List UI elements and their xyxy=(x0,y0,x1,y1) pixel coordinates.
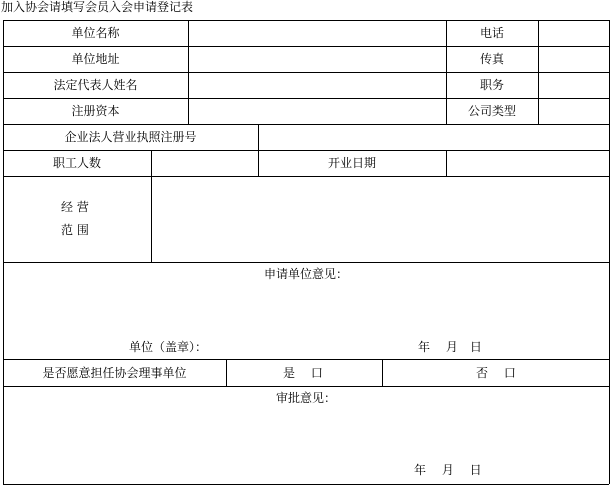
input-applicant-opinion[interactable] xyxy=(4,283,609,333)
rule xyxy=(3,262,609,263)
input-opening-date[interactable] xyxy=(447,151,609,176)
input-company-type[interactable] xyxy=(539,99,609,124)
input-employees[interactable] xyxy=(152,151,258,176)
rule xyxy=(609,20,610,484)
rule xyxy=(382,359,383,386)
label-opening-date: 开业日期 xyxy=(327,156,376,170)
label-application-date: 年 月 日 xyxy=(418,340,482,354)
option-council-no[interactable]: 否 口 xyxy=(476,366,516,380)
input-unit-name[interactable] xyxy=(189,21,446,46)
label-applicant-opinion: 申请单位意见： xyxy=(263,267,348,281)
label-company-type: 公司类型 xyxy=(467,104,516,118)
input-fax[interactable] xyxy=(539,47,609,72)
label-employees: 职工人数 xyxy=(52,156,101,170)
label-phone: 电话 xyxy=(479,26,504,40)
input-registered-capital[interactable] xyxy=(189,99,446,124)
label-business-scope-2: 范 围 xyxy=(61,223,89,237)
label-business-scope-1: 经 营 xyxy=(61,200,89,214)
option-council-yes[interactable]: 是 口 xyxy=(283,366,323,380)
input-approval-opinion[interactable] xyxy=(4,408,609,458)
rule xyxy=(226,359,227,386)
label-legal-rep: 法定代表人姓名 xyxy=(53,78,138,92)
label-approval-date: 年 月 日 xyxy=(414,463,482,477)
input-license-no[interactable] xyxy=(259,125,609,150)
input-business-scope[interactable] xyxy=(152,177,609,262)
label-unit-address: 单位地址 xyxy=(71,52,120,66)
input-legal-rep[interactable] xyxy=(189,73,446,98)
label-registered-capital: 注册资本 xyxy=(71,104,120,118)
label-unit-name: 单位名称 xyxy=(71,26,120,40)
rule xyxy=(3,484,609,485)
rule xyxy=(3,386,609,387)
label-license-no: 企业法人营业执照注册号 xyxy=(64,130,197,144)
label-council-question: 是否愿意担任协会理事单位 xyxy=(42,366,187,380)
label-fax: 传真 xyxy=(479,52,504,66)
input-unit-address[interactable] xyxy=(189,47,446,72)
rule xyxy=(3,359,609,360)
label-position: 职务 xyxy=(479,78,504,92)
label-unit-seal: 单位（盖章）： xyxy=(129,340,208,354)
input-position[interactable] xyxy=(539,73,609,98)
form-title: 加入协会请填写会员入会申请登记表 xyxy=(1,0,194,14)
label-approval-opinion: 审批意见： xyxy=(275,391,336,405)
input-phone[interactable] xyxy=(539,21,609,46)
